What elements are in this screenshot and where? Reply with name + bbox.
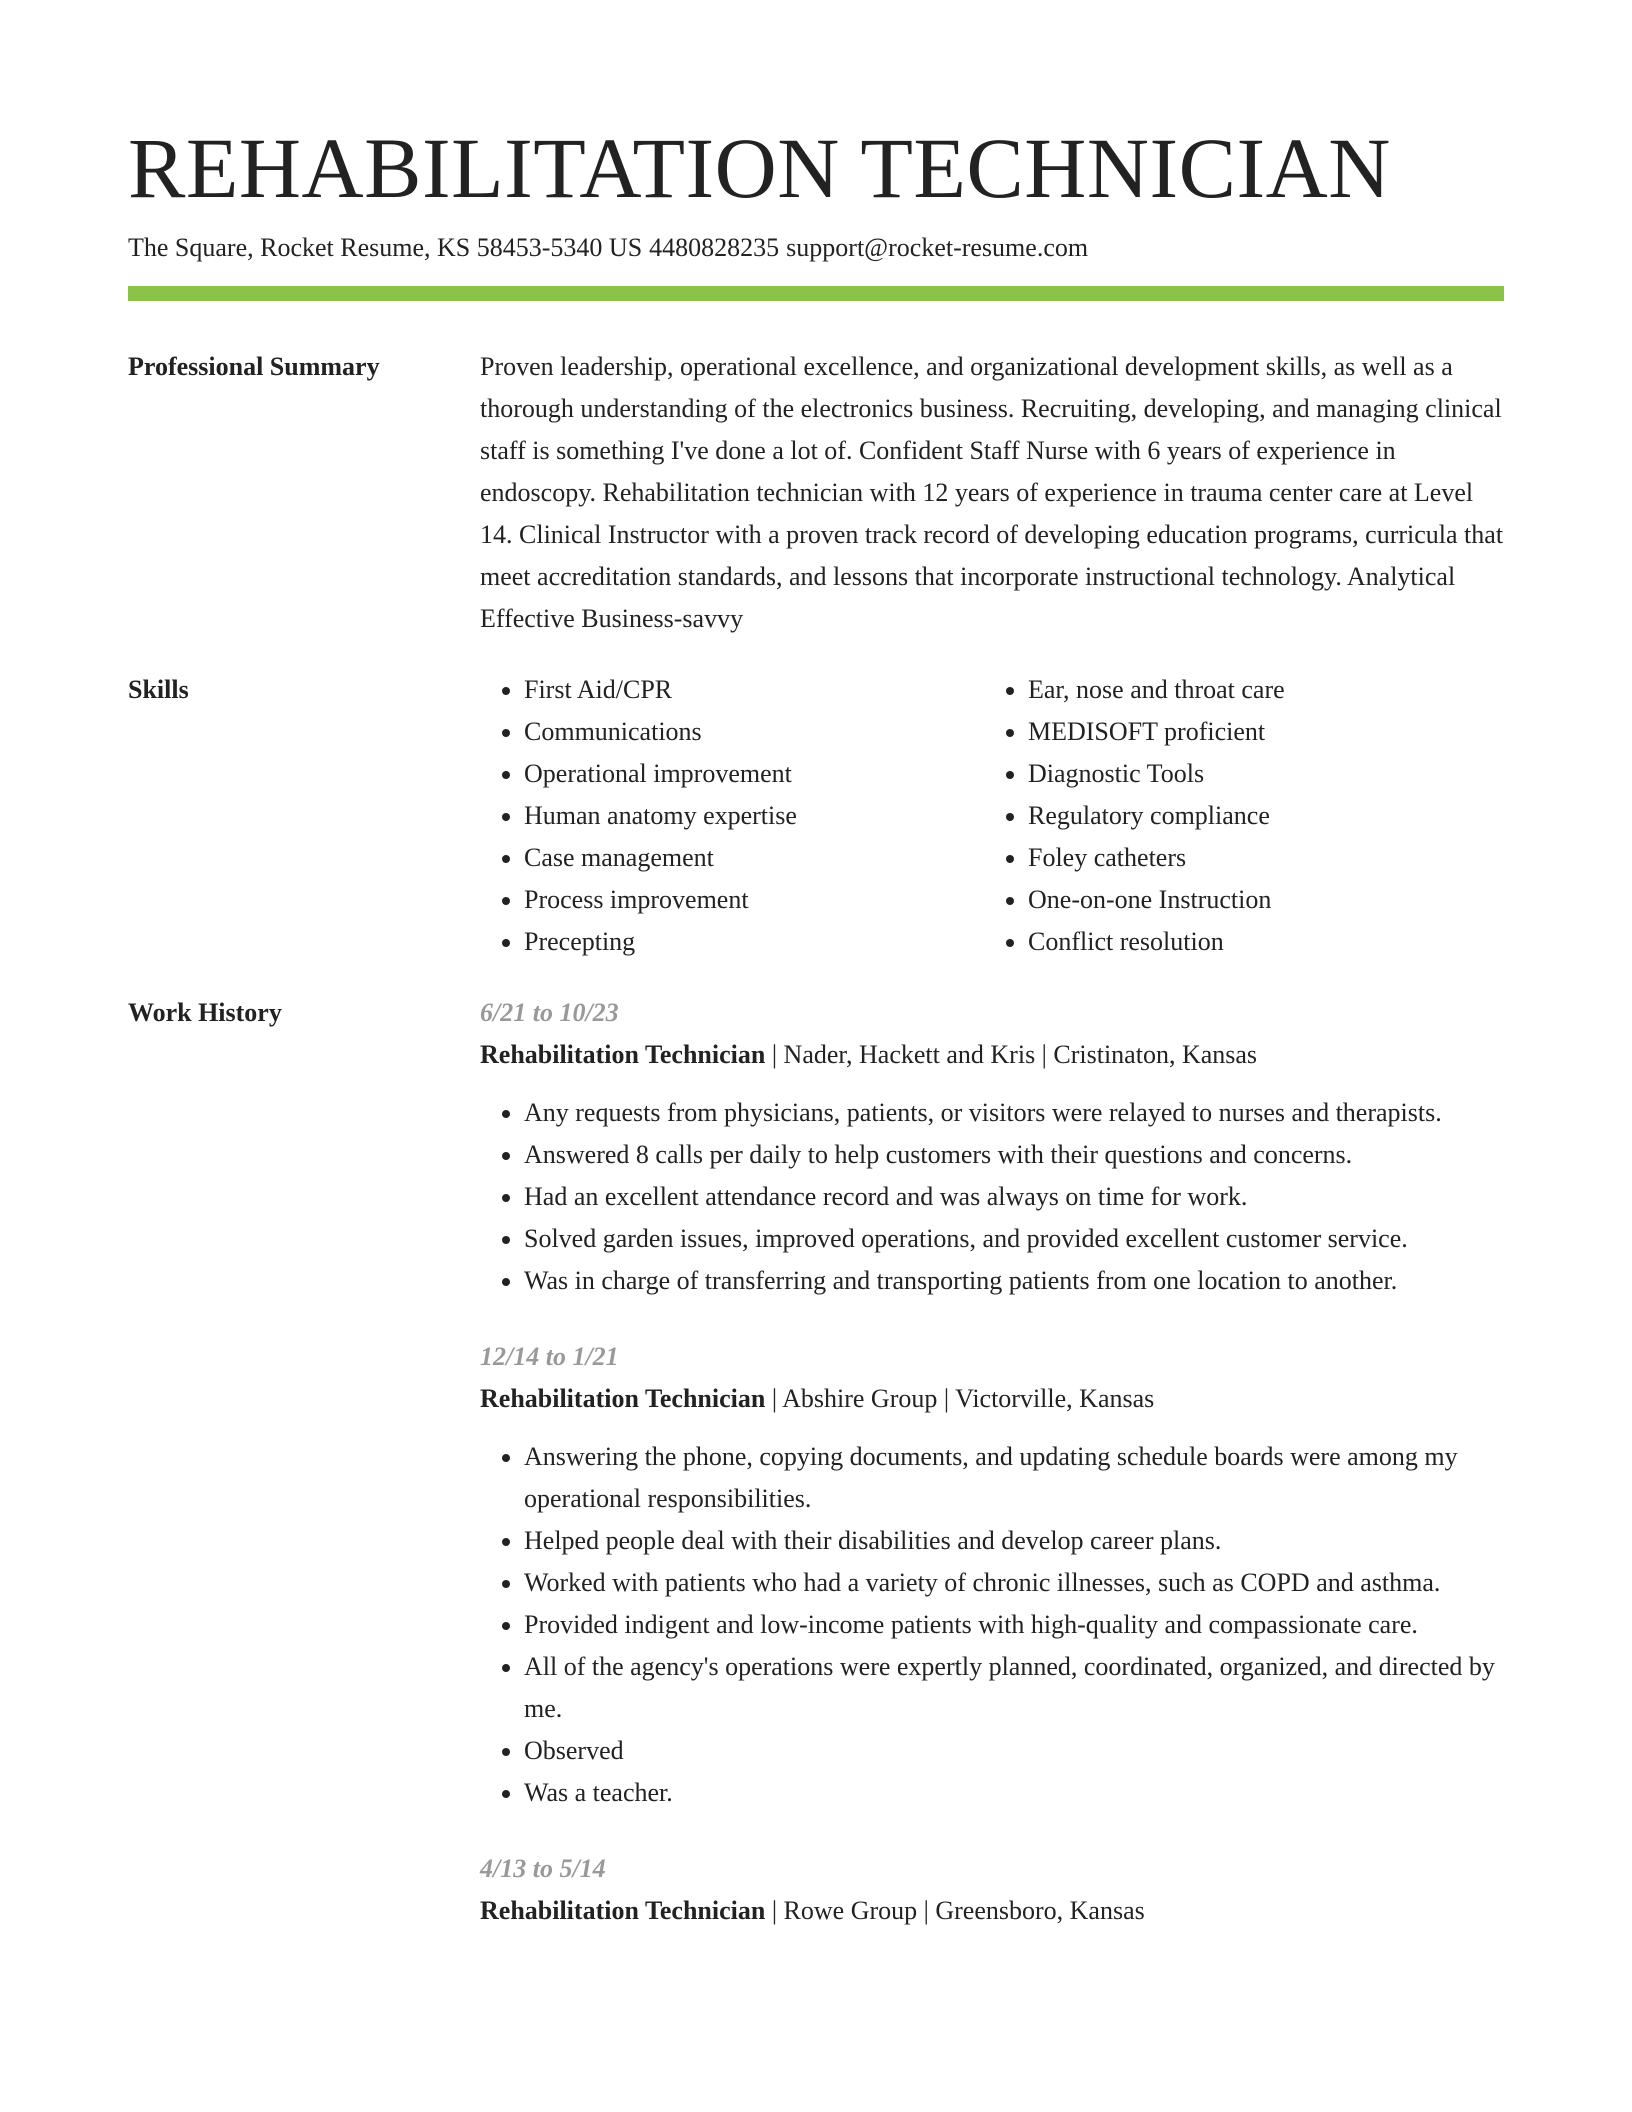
skill-item: • Communications [524,711,984,753]
skill-item: • Diagnostic Tools [1028,753,1488,795]
contact-line [128,230,1095,266]
contact-phone: 4480828235 [649,233,780,262]
job-entry [480,1848,1504,1932]
job-company-location: | Abshire Group | Victorville, Kansas [765,1384,1155,1413]
contact-email: support@rocket-resume.com [786,233,1089,262]
skill-item: • Conflict resolution [1028,921,1488,963]
skill-item: • Ear, nose and throat care [1028,669,1488,711]
jobs-container [480,992,1504,1966]
skills-list-right [984,669,1488,963]
job-bullet: • Observed [524,1730,1504,1772]
job-bullet: • Had an excellent attendance record and was always on time for work. [524,1176,1504,1218]
job-bullets [480,1436,1504,1814]
skills-heading: Skills [128,675,189,704]
job-bullet: • Was in charge of transferring and transporting patients from one location to another. [524,1260,1504,1302]
summary-heading: Professional Summary [128,352,380,381]
skill-item: • Human anatomy expertise [524,795,984,837]
skill-item: • Foley catheters [1028,837,1488,879]
job-title: Rehabilitation Technician [480,1896,766,1925]
job-title-line [480,1890,1504,1932]
contact-address: The Square, Rocket Resume, KS 58453-5340 US [128,233,643,262]
job-bullets [480,1092,1504,1302]
skills-list-left [480,669,984,963]
work-history-heading: Work History [128,998,282,1027]
summary-text: Proven leadership, operational excellence, and organizational development skills, as well as a thorough understanding of the electronics business. Recruiting, developing, and managing clinical staff is something I've done a lot of. Confident Staff Nurse with 6 years of experience in endoscopy. Rehabilitation technician with 12 years of experience in trauma center care at Level 14. Clinical Instructor with a proven track record of developing education programs, curricula that meet accreditation standards, and lessons that incorporate instructional technology. Analytical Effective Business-savvy [480,352,1504,633]
skill-item: • One-on-one Instruction [1028,879,1488,921]
job-dates: 6/21 to 10/23 [480,998,619,1027]
job-entry [480,1336,1504,1814]
job-bullet: • All of the agency's operations were expertly planned, coordinated, organized, and directed by me. [524,1646,1504,1730]
job-bullet: • Worked with patients who had a variety of chronic illnesses, such as COPD and asthma. [524,1562,1504,1604]
job-company-location: | Nader, Hackett and Kris | Cristinaton, Kansas [765,1040,1258,1069]
skill-item: • Operational improvement [524,753,984,795]
header-divider [128,286,1504,301]
job-dates: 4/13 to 5/14 [480,1854,606,1883]
job-bullet: • Answering the phone, copying documents, and updating schedule boards were among my operational responsibilities. [524,1436,1504,1520]
skill-item: • Regulatory compliance [1028,795,1488,837]
job-bullet: • Any requests from physicians, patients, or visitors were relayed to nurses and therapists. [524,1092,1504,1134]
job-bullet: • Was a teacher. [524,1772,1504,1814]
skill-item: • Process improvement [524,879,984,921]
job-title: Rehabilitation Technician [480,1040,766,1069]
job-title-line [480,1034,1504,1076]
job-bullet: • Answered 8 calls per daily to help customers with their questions and concerns. [524,1134,1504,1176]
job-bullet: • Provided indigent and low-income patients with high-quality and compassionate care. [524,1604,1504,1646]
job-title-line [480,1378,1504,1420]
job-company-location: | Rowe Group | Greensboro, Kansas [765,1896,1145,1925]
job-entry [480,992,1504,1302]
resume-name: REHABILITATION TECHNICIAN [128,120,1391,216]
skill-item: • Precepting [524,921,984,963]
job-bullet: • Solved garden issues, improved operations, and provided excellent customer service. [524,1218,1504,1260]
job-title: Rehabilitation Technician [480,1384,766,1413]
skill-item: • First Aid/CPR [524,669,984,711]
job-dates: 12/14 to 1/21 [480,1342,619,1371]
skill-item: • MEDISOFT proficient [1028,711,1488,753]
skill-item: • Case management [524,837,984,879]
job-bullet: • Helped people deal with their disabilities and develop career plans. [524,1520,1504,1562]
